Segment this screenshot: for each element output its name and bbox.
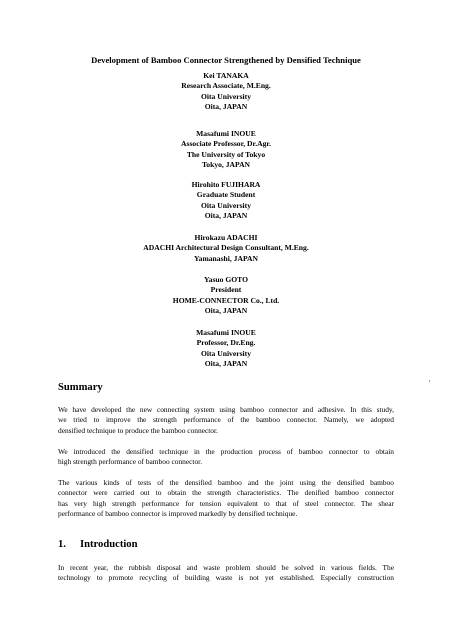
author-institution: Oita University: [201, 348, 251, 358]
author-name: Yasuo GOTO: [204, 275, 248, 284]
text-line: The various kinds of tests of the densified bamboo and the joint using the densified bamboo: [58, 478, 394, 487]
author-name: Hirohito FUJIHARA: [191, 180, 261, 189]
author-role: Graduate Student: [196, 190, 256, 200]
text-line: performance of bamboo connector is improved markedly by densified technique.: [58, 508, 298, 518]
author-location: Tokyo, JAPAN: [201, 160, 251, 170]
author-location: Yamanashi, JAPAN: [194, 253, 258, 263]
author-institution: HOME-CONNECTOR Co., Ltd.: [172, 295, 280, 305]
author-institution: The University of Tokyo: [186, 149, 266, 159]
text-line: densified technique to produce the bamboo connector.: [58, 425, 218, 435]
author-role: Associate Professor, Dr.Agr.: [181, 139, 271, 149]
summary-paragraph: [58, 405, 394, 436]
author-location: Oita, JAPAN: [204, 211, 248, 221]
introduction-paragraph: [58, 563, 394, 584]
summary-paragraph: [58, 478, 394, 519]
author-name: Masafumi INOUE: [196, 129, 256, 138]
author-location: Oita, JAPAN: [204, 102, 248, 112]
summary-paragraph: [58, 447, 394, 468]
introduction-heading: [58, 538, 138, 551]
text-line: technology to promote recycling of building waste is not yet established. Especially construction: [58, 573, 394, 583]
text-line: In recent year, the rubbish disposal and waste problem should be solved in various fields. The: [58, 563, 394, 572]
author-role: President: [210, 285, 242, 295]
author-name: Hirokazu ADACHI: [194, 233, 258, 242]
author-name: Kei TANAKA: [203, 71, 249, 80]
author-block: [0, 233, 452, 264]
author-block: [0, 71, 452, 113]
author-location: Oita, JAPAN: [204, 359, 248, 369]
section-title: Introduction: [80, 539, 138, 550]
margin-mark: ,: [429, 377, 431, 383]
author-role: Professor, Dr.Eng.: [196, 338, 256, 348]
text-line: high strength performance of bamboo connector.: [58, 457, 203, 467]
author-block: [0, 275, 452, 317]
author-block: [0, 328, 452, 370]
text-line: has very high strength performance for tension equivalent to that of steel connector. The shear: [58, 498, 394, 508]
author-institution: Oita University: [201, 91, 251, 101]
paper-title: Development of Bamboo Connector Strengthened by Densified Technique: [91, 55, 361, 65]
author-block: [0, 180, 452, 222]
author-role: Research Associate, M.Eng.: [181, 81, 271, 91]
section-number: 1.: [58, 539, 66, 550]
author-location: Oita, JAPAN: [204, 306, 248, 316]
text-line: We introduced the densified technique in the production process of bamboo connector to obtain: [58, 447, 394, 456]
text-line: We have developed the new connecting system using bamboo connector and adhesive. In this study,: [58, 405, 394, 414]
text-line: we tried to improve the strength performance of the bamboo connector. Namely, we adopted: [58, 415, 394, 425]
author-institution: Oita University: [201, 200, 251, 210]
author-block: [0, 129, 452, 171]
summary-heading: Summary: [58, 382, 103, 393]
author-role: ADACHI Architectural Design Consultant, M.Eng.: [143, 243, 309, 253]
author-name: Masafumi INOUE: [196, 328, 256, 337]
text-line: connector were carried out to obtain the strength characteristics. The denified bamboo connector: [58, 488, 394, 498]
